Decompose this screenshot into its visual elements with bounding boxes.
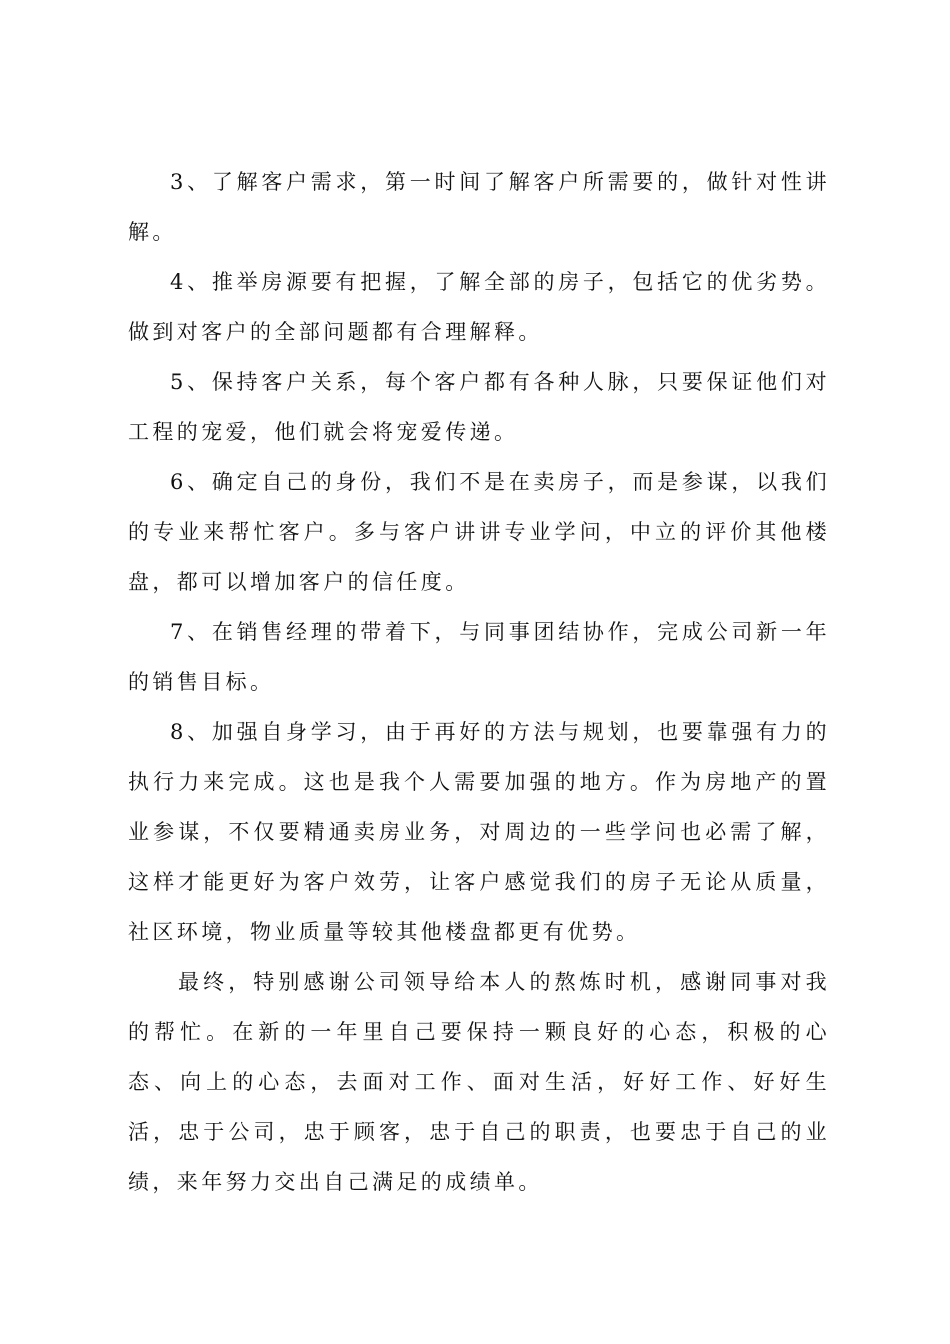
paragraph-item-3: 3、了解客户需求，第一时间了解客户所需要的，做针对性讲解。	[128, 170, 830, 244]
paragraph-item-4: 4、推举房源要有把握，了解全部的房子，包括它的优劣势。做到对客户的全部问题都有合理解释。	[128, 270, 830, 344]
paragraph-item-6: 6、确定自己的身份，我们不是在卖房子，而是参谋，以我们的专业来帮忙客户。多与客户讲讲专业学问，中立的评价其他楼盘，都可以增加客户的信任度。	[128, 470, 830, 594]
document-body	[128, 157, 830, 1207]
closing-paragraph: 最终，特别感谢公司领导给本人的熬炼时机，感谢同事对我的帮忙。在新的一年里自己要保持一颗良好的心态，积极的心态、向上的心态，去面对工作、面对生活，好好工作、好好生活，忠于公司，忠于顾客，忠于自己的职责，也要忠于自己的业绩，来年努力交出自己满足的成绩单。	[128, 970, 830, 1194]
paragraph-item-8: 8、加强自身学习，由于再好的方法与规划，也要靠强有力的执行力来完成。这也是我个人需要加强的地方。作为房地产的置业参谋，不仅要精通卖房业务，对周边的一些学问也必需了解，这样才能更好为客户效劳，让客户感觉我们的房子无论从质量，社区环境，物业质量等较其他楼盘都更有优势。	[128, 720, 830, 944]
paragraph-item-7: 7、在销售经理的带着下，与同事团结协作，完成公司新一年的销售目标。	[128, 620, 830, 694]
paragraph-item-5: 5、保持客户关系，每个客户都有各种人脉，只要保证他们对工程的宠爱，他们就会将宠爱传递。	[128, 370, 830, 444]
